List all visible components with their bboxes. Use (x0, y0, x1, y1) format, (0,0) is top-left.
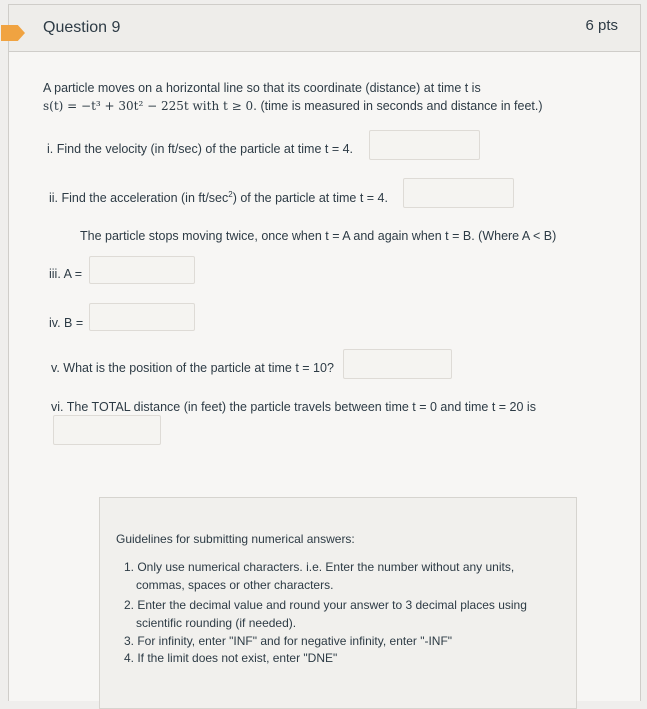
question-card (8, 4, 641, 701)
total-distance-input[interactable] (53, 415, 161, 445)
b-input[interactable] (89, 303, 195, 331)
part-ii-text-a: ii. Find the acceleration (in ft/sec (49, 191, 229, 206)
a-input[interactable] (89, 256, 195, 284)
formula-line (43, 99, 543, 113)
flag-icon[interactable] (1, 25, 25, 41)
part-ii-superscript: 2 (228, 190, 233, 199)
position-input[interactable] (343, 349, 452, 379)
part-vi-text: vi. The TOTAL distance (in feet) the particle travels between time t = 0 and time t = 20 is (51, 400, 536, 414)
formula-note: (time is measured in seconds and distance in feet.) (260, 99, 543, 113)
velocity-input[interactable] (369, 130, 480, 160)
question-title: Question 9 (43, 19, 121, 36)
guidelines-title: Guidelines for submitting numerical answers: (116, 532, 355, 546)
part-v-text: v. What is the position of the particle at time t = 10? (51, 361, 334, 375)
position-formula: s(t) = −t³ + 30t² − 225t with t ≥ 0. (43, 99, 257, 113)
guideline-3: 3. For infinity, enter "INF" and for negative infinity, enter "-INF" (124, 634, 453, 648)
guideline-1a: 1. Only use numerical characters. i.e. Enter the number without any units, (124, 560, 515, 574)
guideline-4: 4. If the limit does not exist, enter "DNE" (124, 651, 338, 665)
guideline-2b: scientific rounding (if needed). (136, 616, 297, 630)
guidelines-panel (99, 497, 577, 709)
question-header (9, 5, 640, 52)
guideline-2a: 2. Enter the decimal value and round your answer to 3 decimal places using (124, 598, 527, 612)
part-iv-label: iv. B = (49, 316, 84, 330)
part-ii-text (49, 190, 388, 205)
part-iii-label: iii. A = (49, 267, 83, 281)
question-points: 6 pts (585, 17, 618, 34)
stops-text: The particle stops moving twice, once when t = A and again when t = B. (Where A < B) (80, 229, 557, 243)
acceleration-input[interactable] (403, 178, 514, 208)
part-ii-text-b: ) of the particle at time t = 4. (232, 191, 388, 206)
guideline-1b: commas, spaces or other characters. (136, 578, 334, 592)
intro-text: A particle moves on a horizontal line so that its coordinate (distance) at time t is (43, 81, 481, 95)
part-i-text: i. Find the velocity (in ft/sec) of the particle at time t = 4. (47, 142, 354, 156)
